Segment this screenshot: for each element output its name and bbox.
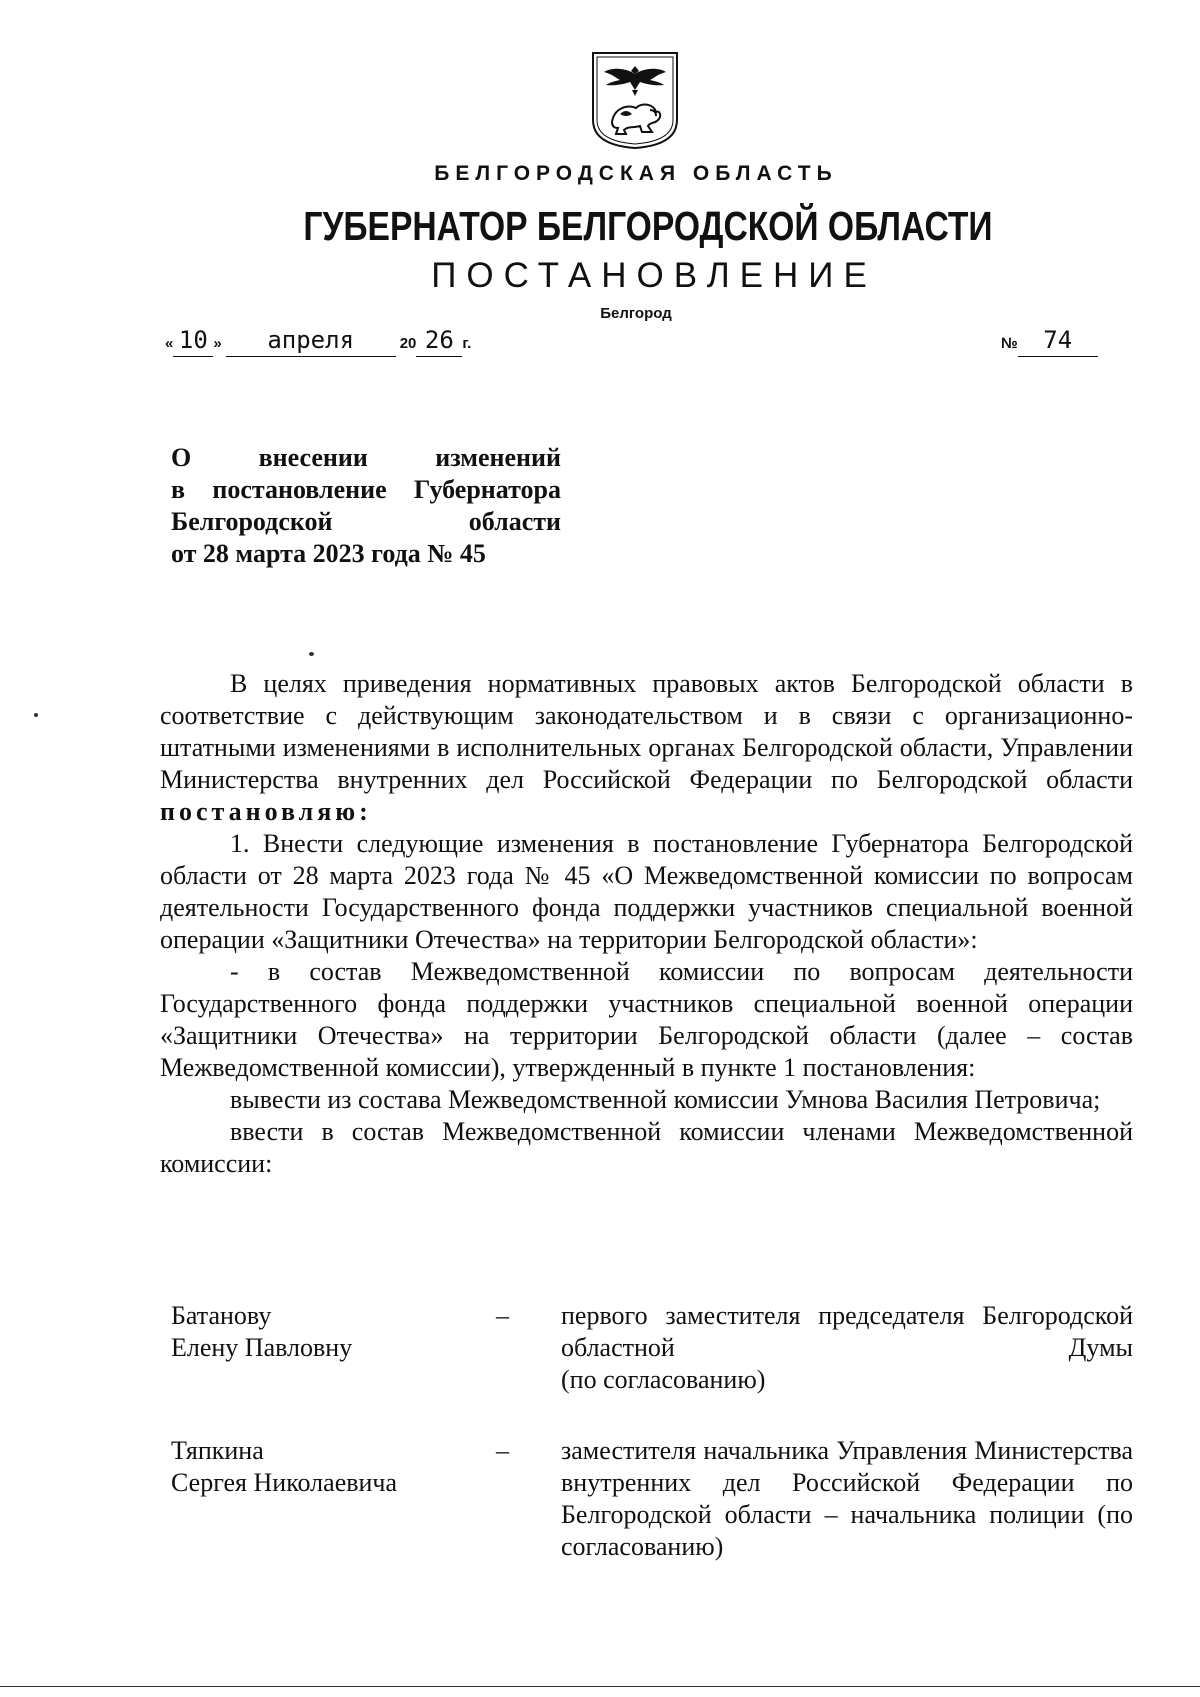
member-dash: – [496, 1301, 509, 1330]
member-row [171, 1300, 1133, 1435]
date-open-quote: « [165, 335, 174, 352]
member-note: (по согласованию) [561, 1365, 766, 1394]
member-row [171, 1435, 1133, 1570]
coat-of-arms-icon [590, 50, 680, 150]
doc-type-heading: ПОСТАНОВЛЕНИЕ [431, 256, 877, 295]
preamble-text: В целях приведения нормативных правовых актов Белгородской области в соответствие с действующим законодательством и в связи с организационно-штатными изменениями в исполнительных органах Белгородской области, Управлении Министерства внутренних дел Российской Федерации по Белгородской области [160, 669, 1133, 794]
preamble-paragraph [160, 668, 1133, 828]
scan-edge-line [0, 1686, 1200, 1687]
member-surname: Батанову [171, 1301, 272, 1330]
number-value: 74 [1043, 326, 1073, 354]
date-line [165, 328, 471, 357]
remove-member-paragraph: вывести из состава Межведомственной комиссии Умнова Василия Петровича; [230, 1085, 1101, 1114]
item-1-subparagraph: - в состав Межведомственной комиссии по вопросам деятельности Государственного фонда поддержки участников специальной военной операции «Защитники Отечества» на территории Белгородской области (далее – состав Межведомственной комиссии), утвержденный в пункте 1 постановления: [160, 957, 1133, 1082]
member-name [171, 1300, 471, 1364]
member-given-names: Елену Павловну [171, 1333, 353, 1362]
decree-body [160, 668, 1133, 1180]
item-1-paragraph: 1. Внести следующие изменения в постановление Губернатора Белгородской области от 28 марта 2023 года № 45 «О Межведомственной комиссии по вопросам деятельности Государственного фонда поддержки участников специальной военной операции «Защитники Отечества» на территории Белгородской области»: [160, 829, 1133, 954]
date-month: апреля [267, 326, 355, 354]
date-year-mark: г. [462, 335, 472, 352]
member-given-names: Сергея Николаевича [171, 1468, 398, 1497]
member-dash: – [496, 1436, 509, 1465]
members-list [171, 1300, 1133, 1570]
date-year-suffix: 26 [424, 326, 454, 354]
scan-speck [34, 713, 38, 717]
title-line: О внесении изменений [171, 443, 561, 472]
member-position: заместителя начальника Управления Министерства внутренних дел Российской Федерации по Белгородской области – начальника полиции (по согласованию) [561, 1436, 1133, 1561]
title-line: Белгородской области [171, 507, 561, 536]
city-label: Белгород [600, 305, 672, 322]
date-close-quote: » [213, 335, 222, 352]
number-field [1018, 328, 1098, 357]
doc-number [1001, 328, 1098, 357]
number-label: № [1001, 335, 1018, 352]
region-heading: БЕЛГОРОДСКАЯ ОБЛАСТЬ [434, 162, 838, 185]
date-year-field [416, 328, 462, 357]
date-day-field [173, 328, 213, 357]
add-members-paragraph: ввести в состав Межведомственной комиссии членами Межведомственной комиссии: [160, 1117, 1133, 1178]
authority-heading: ГУБЕРНАТОР БЕЛГОРОДСКОЙ ОБЛАСТИ [303, 203, 993, 249]
scan-speck [309, 652, 314, 656]
date-year-prefix: 20 [399, 335, 417, 352]
title-line: в постановление Губернатора [171, 475, 561, 504]
title-line: от 28 марта 2023 года № 45 [171, 539, 486, 568]
member-surname: Тяпкина [171, 1436, 264, 1465]
date-day: 10 [178, 326, 208, 354]
date-month-field [226, 328, 396, 357]
member-name [171, 1435, 471, 1499]
resolve-word: постановляю: [160, 797, 372, 826]
member-position: первого заместителя председателя Белгородской областной Думы [561, 1301, 1133, 1362]
decree-title [171, 442, 561, 570]
